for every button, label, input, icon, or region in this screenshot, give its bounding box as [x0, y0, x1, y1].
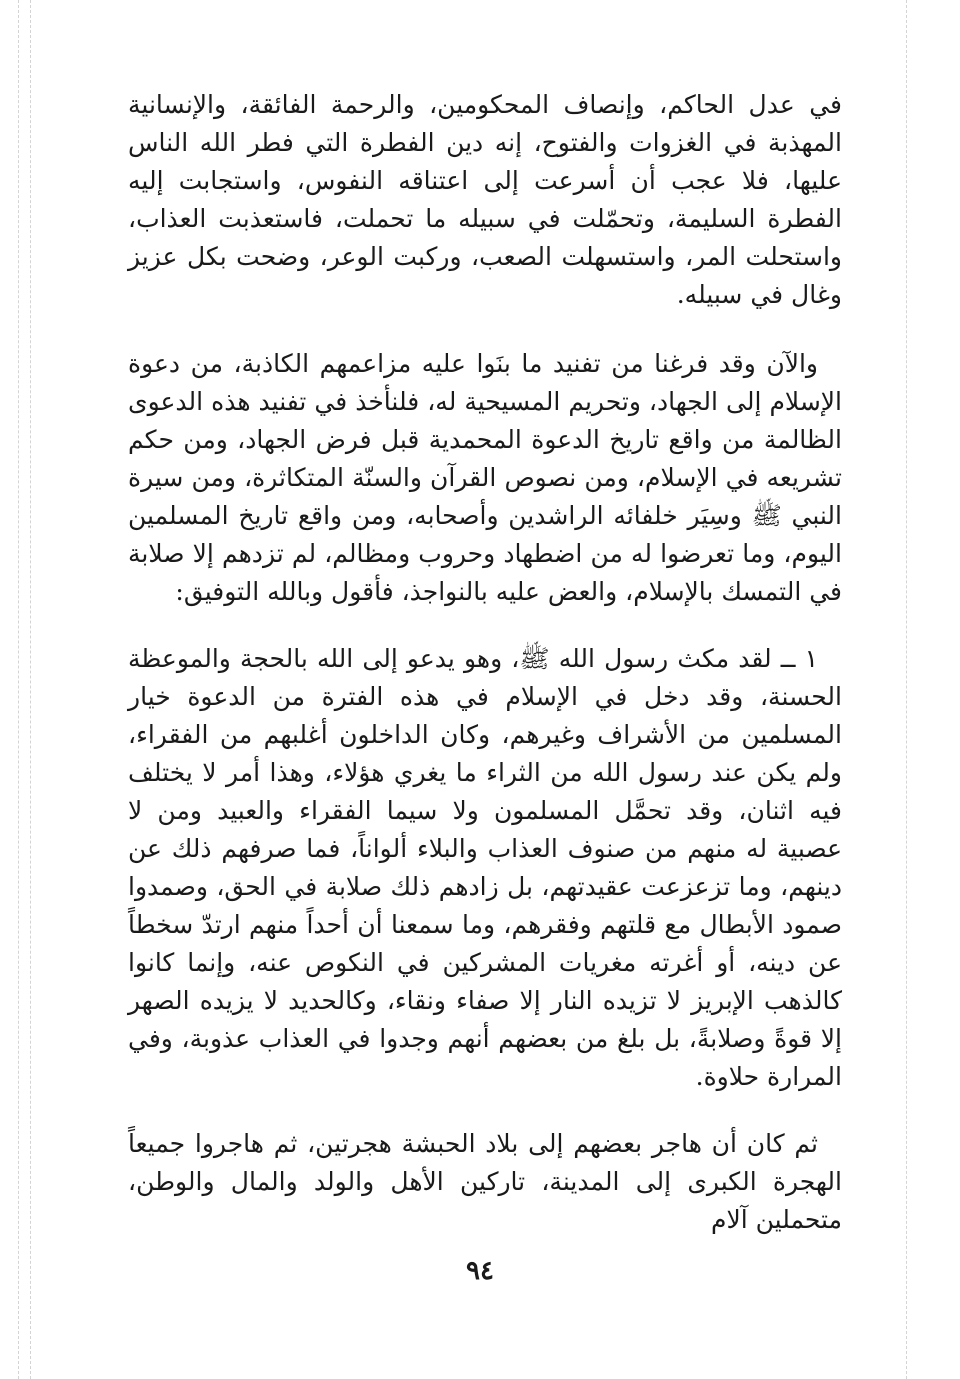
paragraph-4: ثم كان أن هاجر بعضهم إلى بلاد الحبشة هجرتين، ثم هاجروا جميعاً الهجرة الكبرى إلى المدينة، تاركين الأهل والولد والمال والوطن، متحملين آلام: [128, 1129, 842, 1234]
paragraph-3: ١ ــ لقد مكث رسول الله ﷺ، وهو يدعو إلى الله بالحجة والموعظة الحسنة، وقد دخل في الإسلام في هذه الفترة من الدعوة خيار المسلمين من الأشراف وغيرهم، وكان الداخلون أغلبهم من الفقراء، ولم يكن عند رسول الله من الثراء ما يغري هؤلاء، وهذا أمر لا يختلف فيه اثنان، وقد تحمَّل المسلمون ولا سيما الفقراء والعبيد ومن لا عصبية له منهم من صنوف العذاب والبلاء ألواناً، فما صرفهم ذلك عن دينهم، وما تزعزعت عقيدتهم، بل زادهم ذلك صلابة في الحق، وصمدوا صمود الأبطال مع قلتهم وفقرهم، وما سمعنا أن أحداً منهم ارتدّ سخطاً عن دينه، أو أغرته مغريات المشركين في النكوص عنه، وإنما كانوا كالذهب الإبريز لا تزيده النار إلا صفاء ونقاء، وكالحديد لا يزيده الصهر إلا قوةً وصلابةً، بل بلغ من بعضهم أنهم وجدوا في العذاب عذوبة، وفي المرارة حلاوة.: [128, 644, 842, 1091]
body-text: [128, 86, 842, 1270]
page-number: ٩٤: [466, 1256, 494, 1286]
scan-guide-line: [906, 0, 907, 1379]
scan-guide-line: [18, 0, 19, 1379]
paragraph-2: والآن وقد فرغنا من تفنيد ما بنَوا عليه مزاعمهم الكاذبة، من دعوة الإسلام إلى الجهاد، وتحريم المسيحية له، فلنأخذ في تفنيد هذه الدعوى الظالمة من واقع تاريخ الدعوة المحمدية قبل فرض الجهاد، ومن حكم تشريعه في الإسلام، ومن نصوص القرآن والسنّة المتكاثرة، ومن سيرة النبي ﷺ وسِيَر خلفائه الراشدين وأصحابه، ومن واقع تاريخ المسلمين اليوم، وما تعرضوا له من اضطهاد وحروب ومظالم، لم تزدهم إلا صلابة في التمسك بالإسلام، والعض عليه بالنواجذ، فأقول وبالله التوفيق:: [128, 349, 842, 606]
scan-guide-line: [30, 0, 31, 1379]
paragraph-1: في عدل الحاكم، وإنصاف المحكومين، والرحمة الفائقة، والإنسانية المهذبة في الغزوات والفتوح، إنه دين الفطرة التي فطر الله الناس عليها، فلا عجب أن أسرعت إلى اعتناقه النفوس، واستجابت إليه الفطرة السليمة، وتحمّلت في سبيله ما تحملت، فاستعذبت العذاب، واستحلت المر، واستسهلت الصعب، وركبت الوعر، وضحت بكل عزيز وغال في سبيله.: [128, 90, 842, 309]
